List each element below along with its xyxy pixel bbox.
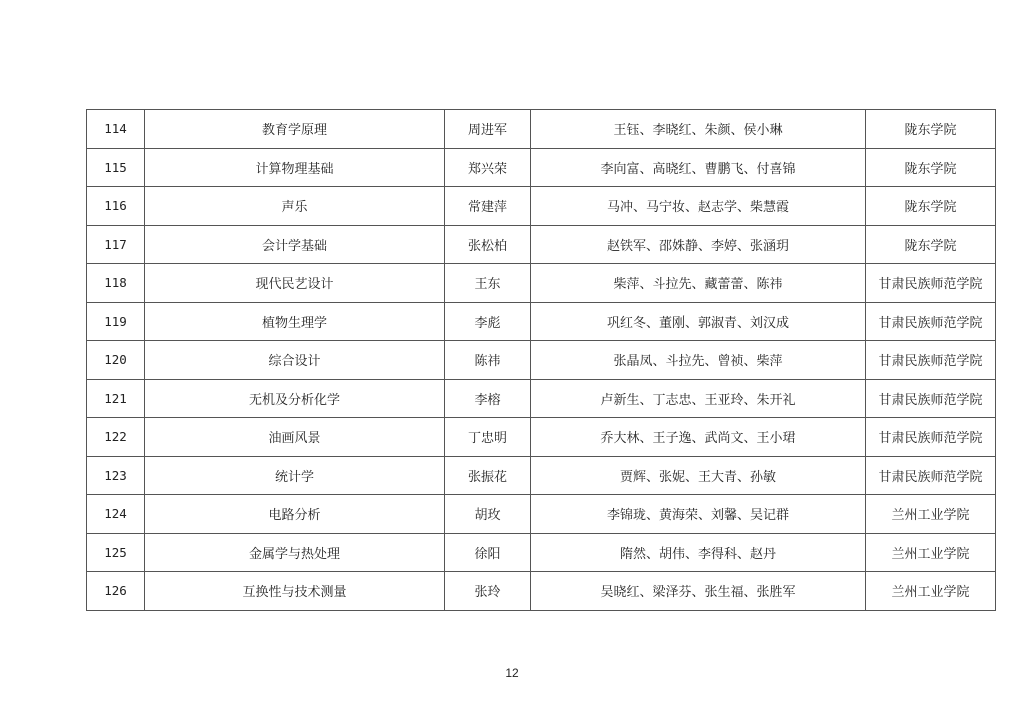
row-number-cell: 125 — [87, 533, 145, 572]
members-cell: 巩红冬、董刚、郭淑青、刘汉成 — [531, 302, 866, 341]
members-cell: 王钰、李晓红、朱颜、侯小琳 — [531, 110, 866, 149]
course-name-cell: 教育学原理 — [145, 110, 445, 149]
table-row — [87, 533, 996, 572]
row-number-cell: 117 — [87, 225, 145, 264]
members-cell: 吴晓红、梁泽芬、张生福、张胜军 — [531, 572, 866, 611]
school-cell: 兰州工业学院 — [866, 533, 996, 572]
leader-cell: 常建萍 — [445, 187, 531, 226]
leader-cell: 张松柏 — [445, 225, 531, 264]
school-cell: 甘肃民族师范学院 — [866, 264, 996, 303]
members-cell: 李锦珑、黄海荣、刘馨、吴记群 — [531, 495, 866, 534]
course-name-cell: 植物生理学 — [145, 302, 445, 341]
members-cell: 李向富、高晓红、曹鹏飞、付喜锦 — [531, 148, 866, 187]
row-number-cell: 118 — [87, 264, 145, 303]
school-cell: 甘肃民族师范学院 — [866, 379, 996, 418]
school-cell: 甘肃民族师范学院 — [866, 418, 996, 457]
course-name-cell: 会计学基础 — [145, 225, 445, 264]
members-cell: 乔大林、王子逸、武尚文、王小珺 — [531, 418, 866, 457]
course-name-cell: 电路分析 — [145, 495, 445, 534]
table-row — [87, 148, 996, 187]
leader-cell: 张振花 — [445, 456, 531, 495]
school-cell: 甘肃民族师范学院 — [866, 302, 996, 341]
row-number-cell: 121 — [87, 379, 145, 418]
table-row — [87, 495, 996, 534]
course-name-cell: 金属学与热处理 — [145, 533, 445, 572]
school-cell: 甘肃民族师范学院 — [866, 341, 996, 380]
school-cell: 陇东学院 — [866, 225, 996, 264]
members-cell: 张晶凤、斗拉先、曾祯、柴萍 — [531, 341, 866, 380]
table-row — [87, 302, 996, 341]
table-row — [87, 187, 996, 226]
table-row — [87, 110, 996, 149]
table-row — [87, 379, 996, 418]
row-number-cell: 124 — [87, 495, 145, 534]
table-row — [87, 225, 996, 264]
members-cell: 卢新生、丁志忠、王亚玲、朱开礼 — [531, 379, 866, 418]
leader-cell: 李彪 — [445, 302, 531, 341]
members-cell: 隋然、胡伟、李得科、赵丹 — [531, 533, 866, 572]
leader-cell: 王东 — [445, 264, 531, 303]
row-number-cell: 120 — [87, 341, 145, 380]
row-number-cell: 116 — [87, 187, 145, 226]
row-number-cell: 114 — [87, 110, 145, 149]
leader-cell: 周进军 — [445, 110, 531, 149]
course-name-cell: 无机及分析化学 — [145, 379, 445, 418]
leader-cell: 胡玫 — [445, 495, 531, 534]
course-name-cell: 互换性与技术测量 — [145, 572, 445, 611]
table-body — [87, 110, 996, 611]
course-name-cell: 声乐 — [145, 187, 445, 226]
members-cell: 马冲、马宁妆、赵志学、柴慧霞 — [531, 187, 866, 226]
members-cell: 赵铁军、邵姝静、李婷、张涵玥 — [531, 225, 866, 264]
school-cell: 兰州工业学院 — [866, 495, 996, 534]
leader-cell: 郑兴荣 — [445, 148, 531, 187]
course-name-cell: 计算物理基础 — [145, 148, 445, 187]
leader-cell: 李榕 — [445, 379, 531, 418]
table-row — [87, 418, 996, 457]
school-cell: 甘肃民族师范学院 — [866, 456, 996, 495]
row-number-cell: 115 — [87, 148, 145, 187]
leader-cell: 张玲 — [445, 572, 531, 611]
table-row — [87, 264, 996, 303]
course-table — [86, 109, 996, 611]
members-cell: 柴萍、斗拉先、藏蕾蕾、陈祎 — [531, 264, 866, 303]
course-name-cell: 统计学 — [145, 456, 445, 495]
row-number-cell: 126 — [87, 572, 145, 611]
row-number-cell: 119 — [87, 302, 145, 341]
row-number-cell: 122 — [87, 418, 145, 457]
leader-cell: 徐阳 — [445, 533, 531, 572]
course-name-cell: 综合设计 — [145, 341, 445, 380]
page-number: 12 — [505, 666, 519, 680]
table-row — [87, 341, 996, 380]
course-name-cell: 油画风景 — [145, 418, 445, 457]
row-number-cell: 123 — [87, 456, 145, 495]
table-row — [87, 456, 996, 495]
leader-cell: 陈祎 — [445, 341, 531, 380]
members-cell: 贾辉、张妮、王大青、孙敏 — [531, 456, 866, 495]
course-table-container — [86, 109, 995, 611]
school-cell: 陇东学院 — [866, 187, 996, 226]
table-row — [87, 572, 996, 611]
course-name-cell: 现代民艺设计 — [145, 264, 445, 303]
school-cell: 兰州工业学院 — [866, 572, 996, 611]
school-cell: 陇东学院 — [866, 110, 996, 149]
school-cell: 陇东学院 — [866, 148, 996, 187]
leader-cell: 丁忠明 — [445, 418, 531, 457]
